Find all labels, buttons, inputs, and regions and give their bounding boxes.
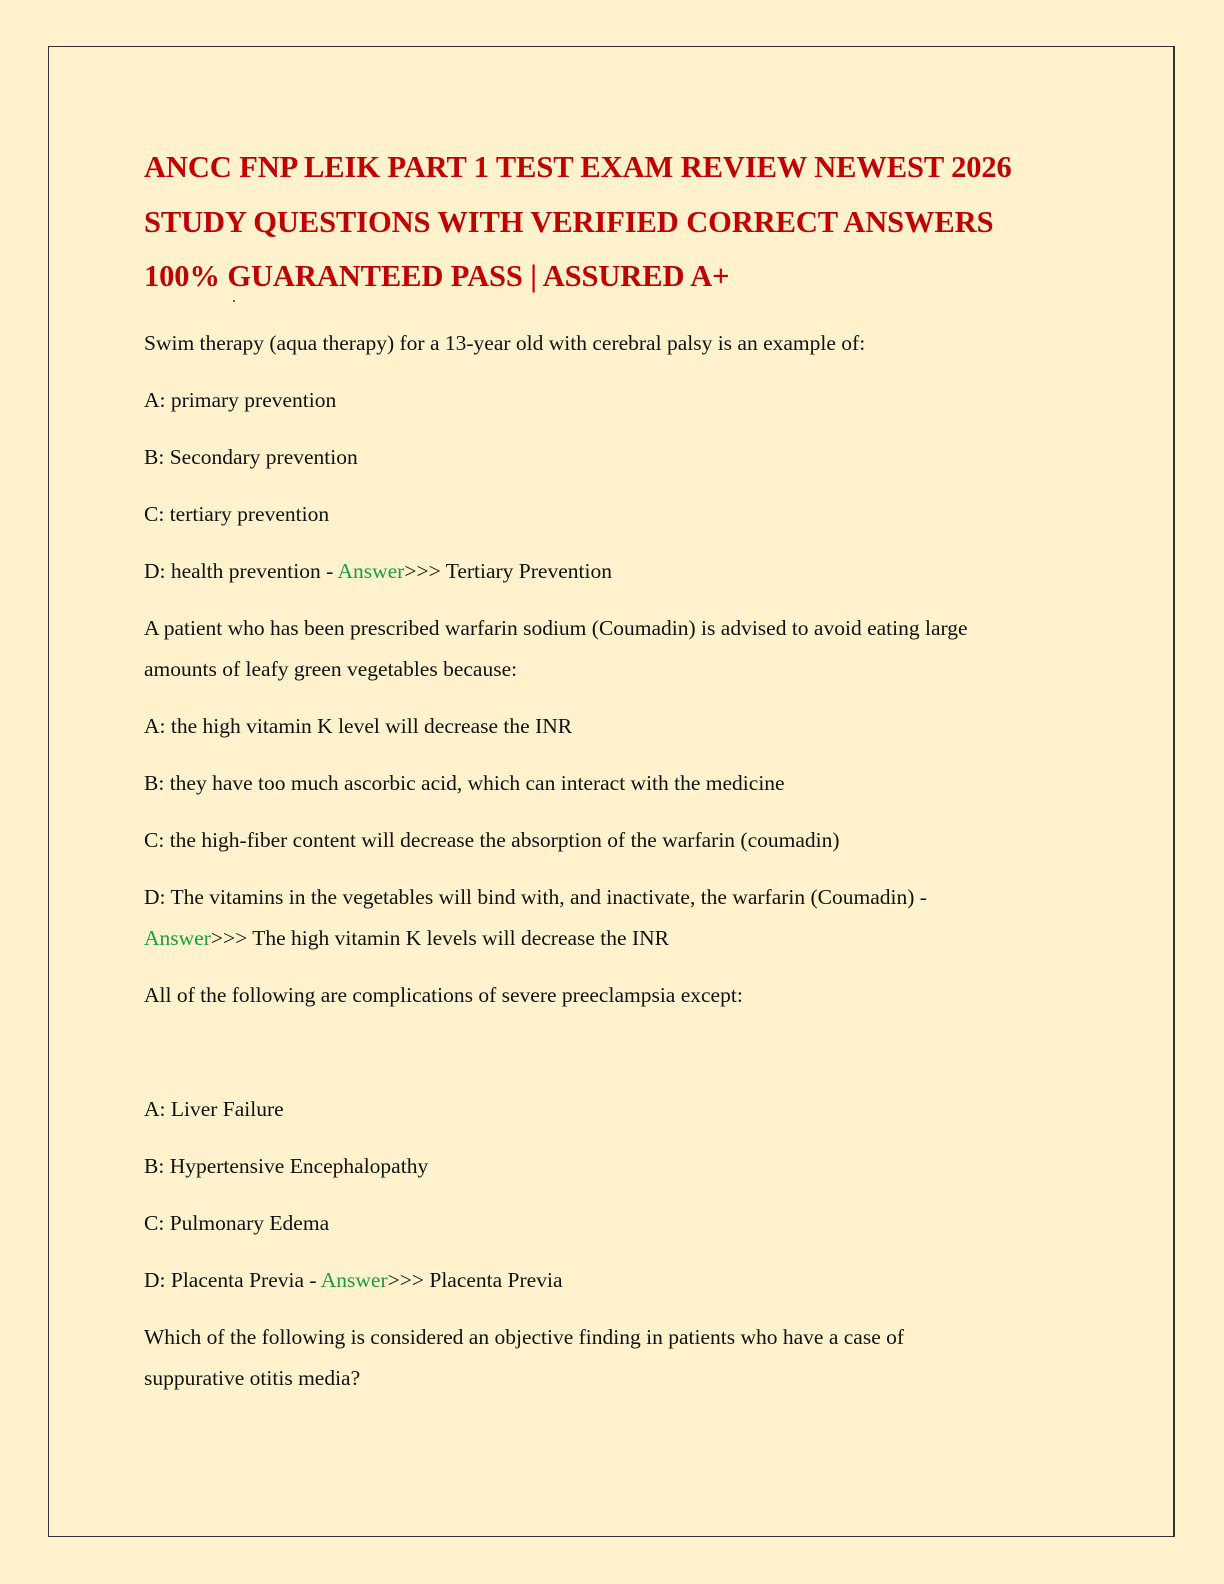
option-a: A: Liver Failure	[144, 1097, 284, 1121]
question-stem: All of the following are complications of severe preeclampsia except:	[144, 983, 743, 1007]
option-a: A: primary prevention	[144, 388, 337, 412]
title-line-2: STUDY QUESTIONS WITH VERIFIED CORRECT ANSWERS	[144, 204, 994, 239]
option-c: C: Pulmonary Edema	[144, 1211, 330, 1235]
option-d-with-answer	[144, 1260, 1104, 1301]
answer-text: >>> Tertiary Prevention	[404, 559, 612, 583]
question-stem-line-2: amounts of leafy green vegetables because:	[144, 657, 518, 681]
option-d: D: health prevention -	[144, 559, 338, 583]
document-body	[144, 323, 1104, 1399]
option-d-with-answer	[144, 551, 1104, 592]
option-a: A: the high vitamin K level will decrease the INR	[144, 714, 573, 738]
title-line-3: 100% GUARANTEED PASS | ASSURED A+	[144, 259, 730, 293]
option-b: B: they have too much ascorbic acid, which can interact with the medicine	[144, 771, 785, 795]
answer-text: >>> The high vitamin K levels will decrease the INR	[210, 926, 669, 950]
decorative-dot	[233, 300, 235, 302]
page-border-right	[1173, 46, 1175, 1537]
option-c: C: the high-fiber content will decrease the absorption of the warfarin (coumadin)	[144, 828, 840, 852]
answer-line	[144, 918, 1104, 959]
title-line-1: ANCC FNP LEIK PART 1 TEST EXAM REVIEW NEWEST 2026	[144, 150, 1012, 184]
option-c: C: tertiary prevention	[144, 502, 330, 526]
question-4	[144, 1317, 1104, 1399]
document-title	[144, 140, 1104, 304]
question-stem-line-2: suppurative otitis media?	[144, 1366, 361, 1390]
question-stem-line-1: A patient who has been prescribed warfarin sodium (Coumadin) is advised to avoid eating large	[144, 616, 968, 640]
answer-label: Answer	[320, 1268, 388, 1292]
answer-text: >>> Placenta Previa	[387, 1268, 563, 1292]
question-1	[144, 323, 1104, 592]
question-stem-line-1: Which of the following is considered an objective finding in patients who have a case of	[144, 1325, 905, 1349]
answer-label: Answer	[144, 926, 211, 950]
option-b: B: Hypertensive Encephalopathy	[144, 1154, 429, 1178]
question-stem: Swim therapy (aqua therapy) for a 13-year old with cerebral palsy is an example of:	[144, 331, 866, 355]
answer-label: Answer	[337, 559, 405, 583]
question-2	[144, 608, 1104, 959]
question-3	[144, 975, 1104, 1301]
option-d: D: Placenta Previa -	[144, 1268, 321, 1292]
option-b: B: Secondary prevention	[144, 445, 358, 469]
option-d: D: The vitamins in the vegetables will bind with, and inactivate, the warfarin (Coumadin) -	[144, 885, 927, 909]
